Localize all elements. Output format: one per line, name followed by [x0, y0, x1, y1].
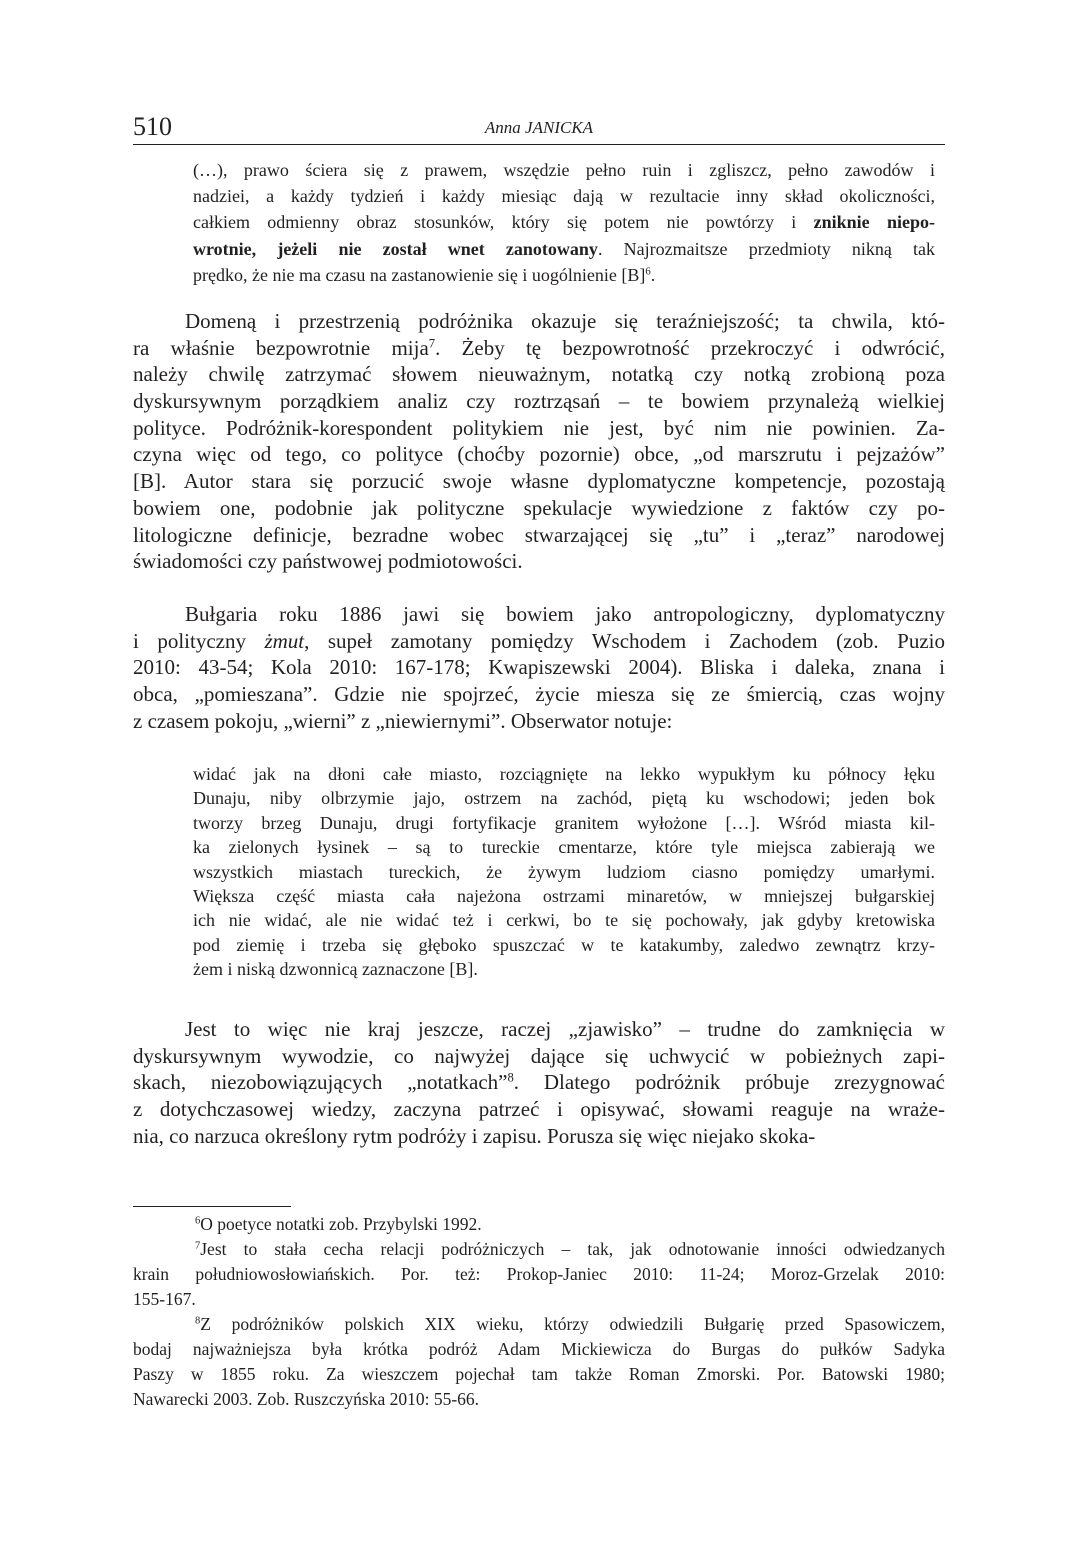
text-run: Z podróżników polskich XIX wieku, którzy odwiedzili Bułgarię przed Spasowiczem,: [200, 1314, 945, 1334]
footnote-line: [133, 1237, 945, 1262]
footnote: [133, 1312, 945, 1412]
text-line: [193, 835, 935, 859]
footnote-line: [133, 1387, 945, 1412]
text-line: [193, 957, 935, 981]
text-line: [193, 183, 935, 209]
footnotes: [133, 1212, 945, 1412]
footnote: [133, 1237, 945, 1312]
footnote-marker: 7: [195, 1240, 201, 1252]
text-line: [133, 415, 945, 442]
text-line: [193, 933, 935, 957]
text-run: Dunaju, niby olbrzymie jajo, ostrzem na zachód, piętą ku wschodowi; jeden bok: [193, 788, 935, 809]
text-run: .: [650, 264, 656, 285]
footnote-line: [133, 1362, 945, 1387]
text-run: ra właśnie bezpowrotnie mija: [133, 335, 429, 360]
text-run: obca, „pomieszana”. Gdzie nie spojrzeć, życie miesza się ze śmiercią, czas wojny: [133, 682, 945, 707]
text-run: 2010: 43-54; Kola 2010: 167-178; Kwapiszewski 2004). Bliska i daleka, znana i: [133, 655, 945, 680]
text-run: , supeł zamotany pomiędzy Wschodem i Zachodem (zob. Puzio: [304, 628, 945, 653]
text-run: ka zielonych łysinek – są to tureckie cmentarze, które tyle miejsca zabierają we: [193, 837, 935, 858]
text-run: O poetyce notatki zob. Przybylski 1992.: [200, 1214, 482, 1234]
footnote-line: [133, 1337, 945, 1362]
running-head: Anna JANICKA: [484, 118, 594, 137]
text-line: [193, 236, 935, 262]
text-run: całkiem odmienny obraz stosunków, który się potem nie powtórzy i: [193, 212, 814, 233]
text-line: [133, 1069, 945, 1096]
text-line: [133, 522, 945, 549]
text-line: [133, 388, 945, 415]
text-run: bodaj najważniejsza była krótka podróż Adam Mickiewicza do Burgas do pułków Sadyka: [133, 1339, 945, 1359]
text-run: zniknie niepo-: [813, 212, 935, 233]
page-number: 510: [133, 112, 172, 141]
text-run: ich nie widać, ale nie widać też i cerkwi, bo te się pochowały, jak gdyby kretowiska: [193, 910, 935, 931]
text-line: [133, 548, 945, 575]
text-run: czyna więc od tego, co polityce (choćby pozornie) obce, „od marszrutu i pejzażów”: [133, 442, 945, 467]
text-line: [133, 654, 945, 681]
text-run: litologiczne definicje, bezradne wobec stwarzającej się „tu” i „teraz” narodowej: [133, 522, 945, 547]
footnote-line: [133, 1287, 945, 1312]
text-line: [133, 361, 945, 388]
text-run: Jest to więc nie kraj jeszcze, raczej „zjawisko” – trudne do zamknięcia w: [185, 1017, 945, 1041]
paragraph-1: [133, 308, 945, 575]
text-line: [133, 1096, 945, 1123]
paragraph-2: [133, 601, 945, 734]
text-line: [133, 308, 945, 335]
footnote-line: [133, 1262, 945, 1287]
text-line: [193, 209, 935, 235]
paragraph-3: [133, 1016, 945, 1149]
text-line: [133, 628, 945, 655]
text-run: wrotnie, jeżeli nie został wnet zanotowany: [193, 238, 598, 259]
text-run: należy chwilę zatrzymać słowem nieuważnym, notatką czy notką zrobioną poza: [133, 362, 945, 387]
text-run: z dotychczasowej wiedzy, zaczyna patrzeć i opisywać, słowami reaguje na wraże-: [133, 1097, 945, 1122]
text-run: polityce. Podróżnik-korespondent politykiem nie jest, być nim nie powinien. Za-: [133, 415, 945, 440]
footnote-marker: 8: [195, 1315, 201, 1327]
footnote-line: [133, 1212, 945, 1237]
page-header: [133, 112, 945, 145]
text-line: [133, 601, 945, 628]
footnote-marker: 6: [645, 265, 651, 278]
text-line: [193, 786, 935, 810]
text-line: [193, 262, 935, 288]
text-run: Nawarecki 2003. Zob. Ruszczyńska 2010: 55-66.: [133, 1389, 480, 1409]
text-line: [133, 681, 945, 708]
text-line: [193, 884, 935, 908]
text-run: wszystkich miastach tureckich, że żywym ludziom ciasno pomiędzy umarłymi.: [193, 861, 935, 882]
text-line: [193, 811, 935, 835]
text-run: widać jak na dłoni całe miasto, rozciągnięte na lekko wypukłym ku północy łęku: [193, 764, 935, 784]
text-line: [193, 157, 935, 183]
text-run: i polityczny: [133, 628, 265, 653]
text-run: bowiem one, podobnie jak polityczne spekulacje wywiedzione z faktów czy po-: [133, 495, 945, 520]
text-run: Większa część miasta cała najeżona ostrzami minaretów, w mniejszej bułgarskiej: [193, 885, 935, 906]
text-run: 155-167.: [133, 1289, 196, 1309]
text-run: tworzy brzeg Dunaju, drugi fortyfikacje granitem wyłożone […]. Wśród miasta kil-: [193, 812, 935, 833]
text-line: [133, 335, 945, 362]
block-quote-1: [193, 157, 935, 288]
text-line: [133, 1043, 945, 1070]
text-line: [133, 441, 945, 468]
footnote: [133, 1212, 945, 1237]
text-run: z czasem pokoju, „wierni” z „niewiernymi”. Obserwator notuje:: [133, 708, 673, 733]
footnote-marker: 6: [195, 1215, 201, 1227]
text-line: [193, 860, 935, 884]
text-run: prędko, że nie ma czasu na zastanowienie się i uogólnienie [B]: [193, 264, 646, 285]
text-run: żem i niską dzwonnicą zaznaczone [B].: [193, 959, 478, 980]
text-line: [133, 1016, 945, 1043]
text-run: krain południowosłowiańskich. Por. też: Prokop-Janiec 2010: 11-24; Moroz-Grzelak 2010:: [133, 1264, 945, 1284]
footnote-separator: [133, 1206, 291, 1207]
text-run: Jest to stała cecha relacji podróżniczych – tak, jak odnotowanie inności odwiedzanych: [200, 1239, 945, 1259]
text-run: Domeną i przestrzenią podróżnika okazuje się teraźniejszość; ta chwila, któ-: [185, 309, 945, 333]
text-run: Bułgaria roku 1886 jawi się bowiem jako antropologiczny, dyplomatyczny: [185, 602, 945, 626]
text-line: [193, 908, 935, 932]
footnote-line: [133, 1312, 945, 1337]
text-run: (…), prawo ściera się z prawem, wszędzie pełno ruin i zgliszcz, pełno zawodów i: [193, 160, 935, 180]
footnote-marker: 7: [428, 336, 436, 351]
text-run: dyskursywnym wywodzie, co najwyżej dające się uchwycić w pobieżnych zapi-: [133, 1043, 945, 1068]
text-run: nadziei, a każdy tydzień i każdy miesiąc dają w rezultacie inny skład okoliczności,: [193, 186, 935, 207]
text-line: [133, 495, 945, 522]
text-run: skach, niezobowiązujących „notatkach”: [133, 1070, 508, 1095]
text-run: Paszy w 1855 roku. Za wieszczem pojechał tam także Roman Zmorski. Por. Batowski 1980;: [133, 1364, 945, 1384]
text-run: . Najrozmaitsze przedmioty nikną tak: [597, 238, 936, 259]
text-run: [B]. Autor stara się porzucić swoje własne dyplomatyczne kompetencje, pozostają: [133, 469, 945, 494]
text-line: [133, 708, 945, 735]
block-quote-2: [193, 762, 935, 982]
footnote-marker: 8: [507, 1070, 514, 1085]
text-run: żmut: [264, 628, 305, 653]
text-run: . Żeby tę bezpowrotność przekroczyć i odwrócić,: [435, 335, 946, 360]
text-line: [193, 762, 935, 786]
text-run: dyskursywnym porządkiem analiz czy roztrząsań – te bowiem przynależą wielkiej: [133, 389, 945, 414]
text-run: nia, co narzuca określony rytm podróży i zapisu. Porusza się więc niejako skoka-: [133, 1123, 816, 1148]
text-line: [133, 468, 945, 495]
text-run: świadomości czy państwowej podmiotowości.: [133, 549, 523, 574]
text-run: . Dlatego podróżnik próbuje zrezygnować: [513, 1070, 945, 1095]
text-run: pod ziemię i trzeba się głęboko spuszczać w te katakumby, zaledwo zewnątrz krzy-: [193, 934, 935, 955]
text-line: [133, 1123, 945, 1150]
